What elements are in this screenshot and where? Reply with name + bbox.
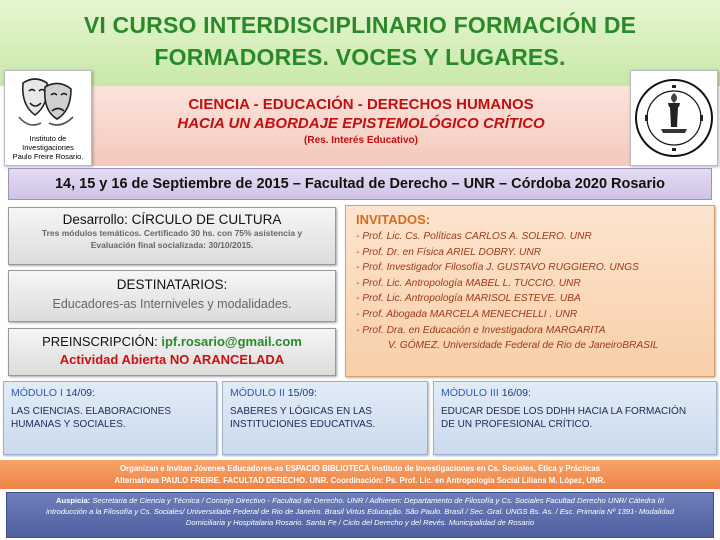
institute-caption <box>5 134 91 161</box>
preinscripcion-box <box>8 328 336 376</box>
theme-line-3: (Res. Interés Educativo) <box>304 135 418 146</box>
guest-item: - Prof. Abogada MARCELA MENECHELLI . UNR <box>356 308 578 320</box>
module-3-date: 16/09: <box>501 387 531 399</box>
module-1-topic-line-1: LAS CIENCIAS. ELABORACIONES <box>11 406 172 417</box>
sponsors-line-2: introducción a la Filosofía y Cs. Sociales/ Universidade Federal de Rio de Janeiro. Brasil Virtus Educação. São Paulo. Brasil / Sec. Gral. UNGS Bs. As. / Esc. Primaria Nº 1391- Modalidad <box>46 507 674 516</box>
module-2-topic-line-2: INSTITUCIONES EDUCATIVAS. <box>230 419 376 430</box>
module-1-topic-line-2: HUMANAS Y SOCIALES. <box>11 419 126 430</box>
guest-item: - Prof. Lic. Cs. Políticas CARLOS A. SOLERO. UNR <box>356 231 592 242</box>
guest-item-continuation: V. GÓMEZ. Universidade Federal de Rio de JaneiroBRASIL <box>388 340 659 352</box>
institute-caption-line-2: Paulo Freire Rosario. <box>12 152 84 161</box>
theme-line-1: CIENCIA - EDUCACIÓN - DERECHOS HUMANOS <box>188 96 534 113</box>
date-venue-bar: 14, 15 y 16 de Septiembre de 2015 – Facultad de Derecho – UNR – Córdoba 2020 Rosario <box>8 168 712 200</box>
university-seal-icon <box>631 71 717 165</box>
desarrollo-detail-2: Evaluación final socializada: 30/10/2015. <box>90 240 254 250</box>
activity-free-note: Actividad Abierta NO ARANCELADA <box>59 352 285 367</box>
module-3-topic-line-1: EDUCAR DESDE LOS DDHH HACIA LA FORMACIÓN <box>441 406 687 417</box>
course-title-banner <box>0 0 720 86</box>
module-2-topic-line-1: SABERES Y LÓGICAS EN LAS <box>230 406 372 417</box>
module-3-heading <box>441 387 709 399</box>
course-title-line-2: FORMADORES. VOCES Y LUGARES. <box>154 44 566 70</box>
guest-item: - Prof. Lic. Antropología MARISOL ESTEVE. UBA <box>356 293 581 305</box>
preinscripcion-label: PREINSCRIPCIÓN: <box>42 334 158 349</box>
destinatarios-value: Educadores-as Interniveles y modalidades. <box>52 297 292 311</box>
invitados-box <box>345 205 715 377</box>
destinatarios-label: DESTINATARIOS: <box>116 277 228 292</box>
destinatarios-box <box>8 270 336 322</box>
invitados-title: INVITADOS: <box>356 212 431 227</box>
theme-band <box>92 86 630 166</box>
sponsors-line-1-wrap <box>13 495 707 506</box>
module-1-heading <box>11 387 209 399</box>
module-2-date: 15/09: <box>287 387 317 399</box>
sponsors-line-3: Domiciliaria y Hospitalaria Rosario. Santa Fe / Ciclo del Derecho y del Revés. Municipalidad de Rosario <box>185 518 535 527</box>
module-3-topic-line-2: DE UN PROFESIONAL CRÍTICO. <box>441 419 593 430</box>
unr-university-seal <box>630 70 718 166</box>
sponsors-bar <box>6 492 714 538</box>
theatre-masks-icon <box>5 71 91 141</box>
desarrollo-value: CÍRCULO DE CULTURA <box>131 212 282 227</box>
organizers-line-2: Alternativas PAULO FREIRE. FACULTAD DERECHO. UNR. Coordinación: Ps. Prof. Lic. en Antropología Social Lilians M. López, UNR. <box>114 476 606 485</box>
theme-line-2: HACIA UN ABORDAJE EPISTEMOLÓGICO CRÍTICO <box>177 115 545 132</box>
guest-item: - Prof. Investigador Filosofía J. GUSTAVO RUGGIERO. UNGS <box>356 262 639 274</box>
desarrollo-heading <box>9 212 335 227</box>
module-2-box <box>222 381 428 455</box>
sponsors-line-1: Secretaria de Ciencia y Técnica / Consejo Directivo - Facultad de Derecho. UNR / Adhieren: Departamento de Filosofía y Cs. Sociales Facultad Derecho UNR/ Cátedra III <box>92 496 664 505</box>
guest-item: - Prof. Dra. en Educación e Investigadora MARGARITA <box>356 324 606 336</box>
desarrollo-detail-1: Tres módulos temáticos. Certificado 30 hs. con 75% asistencia y <box>41 228 303 238</box>
module-1-name: MÓDULO I <box>11 387 63 399</box>
guest-item: - Prof. Dr. en Física ARIEL DOBRY. UNR <box>356 246 542 258</box>
desarrollo-box <box>8 207 336 265</box>
guest-item: - Prof. Lic. Antropología MABEL L. TUCCIO. UNR <box>356 277 581 289</box>
module-3-box <box>433 381 717 455</box>
paulo-freire-institute-logo <box>4 70 92 166</box>
module-2-heading <box>230 387 420 399</box>
module-1-date: 14/09: <box>65 387 96 399</box>
module-2-name: MÓDULO II <box>230 387 285 399</box>
preinscripcion-email: ipf.rosario@gmail.com <box>161 334 302 349</box>
desarrollo-label: Desarrollo: <box>62 212 128 227</box>
sponsors-lead: Auspicia: <box>56 496 91 505</box>
organizers-line-1: Organizan e Invitan Jóvenes Educadores-as ESPACIO BIBLIOTECA Instituto de Investigaciones en Cs. Sociales, Ética y Prácticas <box>119 464 601 473</box>
preinscripcion-line <box>9 334 335 349</box>
organizers-bar <box>0 460 720 489</box>
course-title-line-1: VI CURSO INTERDISCIPLINARIO FORMACIÓN DE <box>83 12 637 38</box>
module-1-box <box>3 381 217 455</box>
institute-caption-line-1: Instituto de Investigaciones <box>22 134 74 152</box>
module-3-name: MÓDULO III <box>441 387 499 399</box>
